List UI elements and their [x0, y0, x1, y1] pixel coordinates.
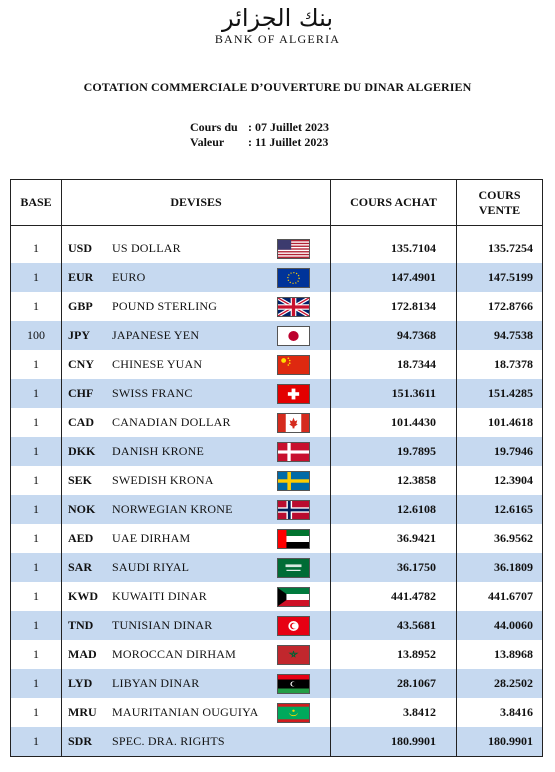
- libya-flag-icon: [277, 674, 310, 694]
- currency-code: MRU: [68, 705, 97, 719]
- table-spacer-row: [11, 226, 543, 235]
- currency-name: DANISH KRONE: [112, 444, 205, 458]
- currency-code: GBP: [68, 299, 93, 313]
- cours-vente-cell: 44.0060: [457, 611, 543, 640]
- switzerland-flag-icon: [277, 384, 310, 404]
- table-row: [11, 379, 543, 408]
- header-cours-vente: COURS VENTE: [457, 180, 543, 226]
- table-header-row: [11, 180, 543, 226]
- cours-vente-cell: 172.8766: [457, 292, 543, 321]
- currency-name: SWISS FRANC: [112, 386, 193, 400]
- cours-achat-cell: 172.8134: [331, 292, 457, 321]
- cours-vente-cell: 151.4285: [457, 379, 543, 408]
- devise-cell: [62, 669, 331, 698]
- header-cours-achat: COURS ACHAT: [331, 180, 457, 226]
- cours-label: Cours du: [190, 120, 238, 134]
- base-cell: 1: [11, 292, 62, 321]
- cours-achat-cell: 101.4430: [331, 408, 457, 437]
- devise-cell: [62, 379, 331, 408]
- header-base: BASE: [11, 180, 62, 226]
- cours-vente-cell: 18.7378: [457, 350, 543, 379]
- currency-name: CANADIAN DOLLAR: [112, 415, 231, 429]
- table-row: [11, 408, 543, 437]
- cours-achat-cell: 43.5681: [331, 611, 457, 640]
- currency-name: LIBYAN DINAR: [112, 676, 200, 690]
- currency-code: CNY: [68, 357, 94, 371]
- devise-cell: [62, 611, 331, 640]
- currency-code: SDR: [68, 734, 93, 748]
- currency-name: MOROCCAN DIRHAM: [112, 647, 237, 661]
- table-row: [11, 727, 543, 757]
- table-row: [11, 611, 543, 640]
- currency-code: CAD: [68, 415, 94, 429]
- base-cell: 1: [11, 611, 62, 640]
- cours-vente-cell: 36.9562: [457, 524, 543, 553]
- cours-achat-cell: 3.8412: [331, 698, 457, 727]
- table-row: [11, 437, 543, 466]
- cours-value: : 07 Juillet 2023: [248, 120, 329, 134]
- devise-cell: [62, 524, 331, 553]
- cours-achat-cell: 12.3858: [331, 466, 457, 495]
- cours-vente-cell: 180.9901: [457, 727, 543, 757]
- saudi-flag-icon: [277, 558, 310, 578]
- devise-cell: [62, 727, 331, 757]
- logo-latin-text: BANK OF ALGERIA: [214, 32, 341, 46]
- cours-achat-cell: 147.4901: [331, 263, 457, 292]
- valeur-label: Valeur: [190, 135, 225, 149]
- base-cell: 1: [11, 669, 62, 698]
- cours-achat-cell: 180.9901: [331, 727, 457, 757]
- norway-flag-icon: [277, 500, 310, 520]
- cours-achat-cell: 441.4782: [331, 582, 457, 611]
- currency-name: UAE DIRHAM: [112, 531, 191, 545]
- currency-code: SAR: [68, 560, 93, 574]
- cours-vente-cell: 441.6707: [457, 582, 543, 611]
- devise-cell: [62, 437, 331, 466]
- cours-vente-cell: 147.5199: [457, 263, 543, 292]
- currency-name: MAURITANIAN OUGUIYA: [112, 705, 259, 719]
- cours-line: [190, 120, 329, 135]
- uk-flag-icon: [277, 297, 310, 317]
- base-cell: 1: [11, 466, 62, 495]
- devise-cell: [62, 640, 331, 669]
- table-row: [11, 495, 543, 524]
- currency-name: SAUDI RIYAL: [112, 560, 190, 574]
- currency-code: LYD: [68, 676, 93, 690]
- uae-flag-icon: [277, 529, 310, 549]
- devise-cell: [62, 582, 331, 611]
- base-cell: 1: [11, 379, 62, 408]
- currency-code: EUR: [68, 270, 94, 284]
- cours-vente-cell: 36.1809: [457, 553, 543, 582]
- devise-cell: [62, 408, 331, 437]
- base-cell: 1: [11, 698, 62, 727]
- table-row: [11, 553, 543, 582]
- cours-vente-cell: 19.7946: [457, 437, 543, 466]
- cours-achat-cell: 36.1750: [331, 553, 457, 582]
- base-cell: 1: [11, 408, 62, 437]
- devise-cell: [62, 234, 331, 263]
- devise-cell: [62, 495, 331, 524]
- cours-vente-cell: 135.7254: [457, 234, 543, 263]
- cours-achat-cell: 18.7344: [331, 350, 457, 379]
- cours-vente-cell: 28.2502: [457, 669, 543, 698]
- table-row: [11, 292, 543, 321]
- currency-code: USD: [68, 241, 93, 255]
- currency-code: JPY: [68, 328, 90, 342]
- devise-cell: [62, 321, 331, 350]
- header-devises: DEVISES: [62, 180, 331, 226]
- us-flag-icon: [277, 239, 310, 259]
- cours-achat-cell: 12.6108: [331, 495, 457, 524]
- currency-name: SWEDISH KRONA: [112, 473, 214, 487]
- currency-code: CHF: [68, 386, 94, 400]
- currency-code: MAD: [68, 647, 97, 661]
- cours-vente-cell: 3.8416: [457, 698, 543, 727]
- base-cell: 1: [11, 640, 62, 669]
- cours-vente-cell: 94.7538: [457, 321, 543, 350]
- canada-flag-icon: [277, 413, 310, 433]
- bank-logo: [0, 4, 555, 47]
- currency-name: CHINESE YUAN: [112, 357, 203, 371]
- denmark-flag-icon: [277, 442, 310, 462]
- cours-achat-cell: 13.8952: [331, 640, 457, 669]
- table-row: [11, 321, 543, 350]
- table-row: [11, 466, 543, 495]
- currency-name: JAPANESE YEN: [112, 328, 200, 342]
- base-cell: 1: [11, 727, 62, 757]
- currency-name: TUNISIAN DINAR: [112, 618, 213, 632]
- cours-achat-cell: 19.7895: [331, 437, 457, 466]
- base-cell: 1: [11, 524, 62, 553]
- currency-name: SPEC. DRA. RIGHTS: [112, 734, 225, 748]
- page-title: COTATION COMMERCIALE D’OUVERTURE DU DINAR ALGERIEN: [83, 80, 472, 94]
- kuwait-flag-icon: [277, 587, 310, 607]
- table-row: [11, 640, 543, 669]
- base-cell: 1: [11, 263, 62, 292]
- currency-code: SEK: [68, 473, 93, 487]
- cours-achat-cell: 36.9421: [331, 524, 457, 553]
- cours-achat-cell: 151.3611: [331, 379, 457, 408]
- mauritania-flag-icon: [277, 703, 310, 723]
- devise-cell: [62, 292, 331, 321]
- valeur-value: : 11 Juillet 2023: [248, 135, 329, 149]
- table-row: [11, 263, 543, 292]
- cours-vente-cell: 13.8968: [457, 640, 543, 669]
- sweden-flag-icon: [277, 471, 310, 491]
- currency-code: AED: [68, 531, 94, 545]
- base-cell: 100: [11, 321, 62, 350]
- eu-flag-icon: [277, 268, 310, 288]
- base-cell: 1: [11, 495, 62, 524]
- devise-cell: [62, 466, 331, 495]
- base-cell: 1: [11, 553, 62, 582]
- morocco-flag-icon: [277, 645, 310, 665]
- cours-vente-cell: 12.3904: [457, 466, 543, 495]
- devise-cell: [62, 263, 331, 292]
- table-row: [11, 234, 543, 263]
- currency-name: POUND STERLING: [112, 299, 218, 313]
- japan-flag-icon: [277, 326, 310, 346]
- currency-code: TND: [68, 618, 94, 632]
- valeur-line: [190, 135, 329, 150]
- cours-achat-cell: 28.1067: [331, 669, 457, 698]
- cours-vente-cell: 101.4618: [457, 408, 543, 437]
- currency-name: EURO: [112, 270, 146, 284]
- rates-table: [10, 179, 543, 757]
- tunisia-flag-icon: [277, 616, 310, 636]
- currency-name: US DOLLAR: [112, 241, 181, 255]
- base-cell: 1: [11, 350, 62, 379]
- dates-block: [190, 120, 329, 150]
- base-cell: 1: [11, 582, 62, 611]
- cours-achat-cell: 94.7368: [331, 321, 457, 350]
- devise-cell: [62, 350, 331, 379]
- currency-name: KUWAITI DINAR: [112, 589, 207, 603]
- table-row: [11, 582, 543, 611]
- currency-name: NORWEGIAN KRONE: [112, 502, 233, 516]
- cours-vente-cell: 12.6165: [457, 495, 543, 524]
- currency-code: DKK: [68, 444, 96, 458]
- devise-cell: [62, 698, 331, 727]
- base-cell: 1: [11, 234, 62, 263]
- base-cell: 1: [11, 437, 62, 466]
- currency-code: NOK: [68, 502, 96, 516]
- table-row: [11, 524, 543, 553]
- table-row: [11, 669, 543, 698]
- currency-code: KWD: [68, 589, 98, 603]
- logo-arabic-text: بنك الجزائر: [221, 4, 334, 32]
- table-row: [11, 350, 543, 379]
- cours-achat-cell: 135.7104: [331, 234, 457, 263]
- devise-cell: [62, 553, 331, 582]
- table-row: [11, 698, 543, 727]
- china-flag-icon: [277, 355, 310, 375]
